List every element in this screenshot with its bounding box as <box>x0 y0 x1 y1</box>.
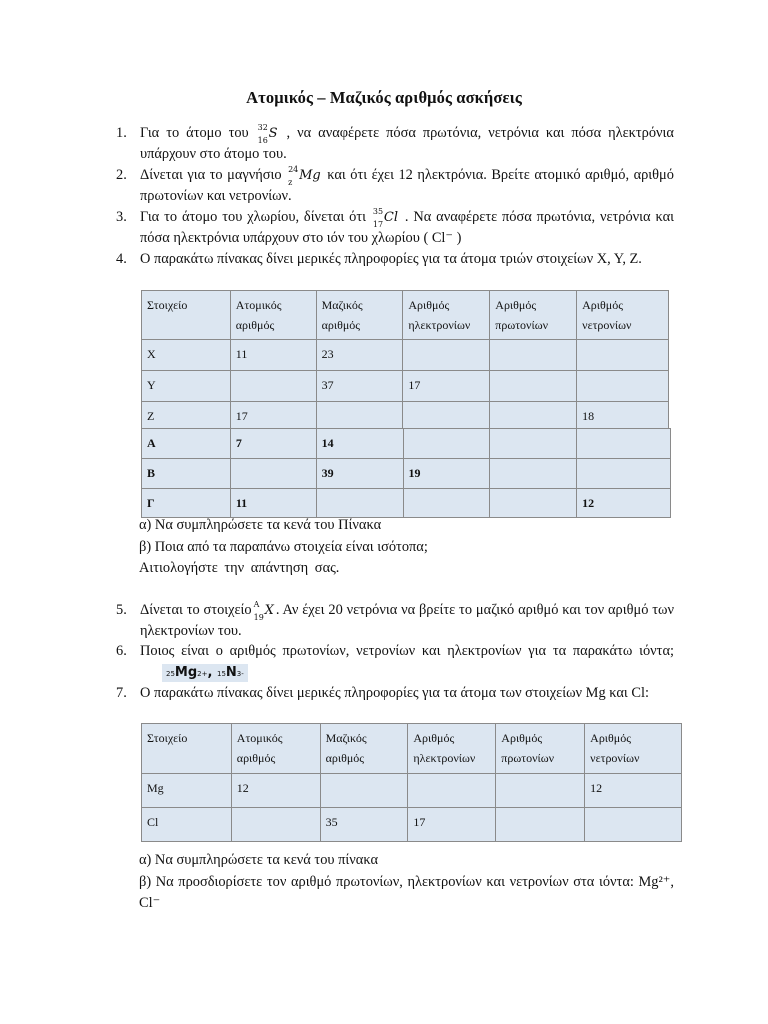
table-cell: 23 <box>316 340 403 371</box>
column-header: Αριθμός πρωτονίων <box>496 724 585 774</box>
table-header-row <box>142 291 669 340</box>
table-cell: 17 <box>408 808 496 842</box>
question-text: . Να αναφέρετε πόσα πρωτόνια, νετρόνια και πόσα ηλεκτρόνια υπάρχουν στο ιόν του χλωρίου ( Cl⁻ ) <box>140 209 674 247</box>
table-cell <box>577 429 671 459</box>
table-cell <box>490 371 577 402</box>
elements-table-3 <box>141 723 682 842</box>
question-7 <box>118 683 674 704</box>
table-cell: 11 <box>230 340 316 371</box>
table-cell <box>577 371 669 402</box>
question-4 <box>118 249 674 270</box>
question-text: Για το άτομο του <box>140 125 249 141</box>
table-cell <box>577 459 671 489</box>
table-cell <box>230 459 316 489</box>
question-number: 3. <box>116 209 127 225</box>
column-header: Αριθμός ηλεκτρονίων <box>403 291 490 340</box>
table-row <box>142 489 671 518</box>
question-text: . Αν έχει 20 νετρόνια να βρείτε το μαζικό αριθμό και τον αριθμό των ηλεκτρονίων του. <box>140 602 674 640</box>
table-cell: 7 <box>230 429 316 459</box>
question-number: 4. <box>116 251 127 267</box>
table-cell <box>490 489 577 518</box>
table-cell: 18 <box>577 402 669 433</box>
table-cell: 19 <box>403 459 490 489</box>
column-header: Αριθμός πρωτονίων <box>490 291 577 340</box>
isotope-notation: A 19 X <box>253 600 274 623</box>
question-text: β) Να προσδιορίσετε τον αριθμό πρωτονίων, ηλεκτρονίων και νετρονίων στα ιόντα: Mg²⁺, Cl⁻ <box>139 874 674 911</box>
subquestion-a: α) Να συμπληρώσετε τα κενά του Πίνακα <box>139 517 382 533</box>
table-cell: Υ <box>142 371 231 402</box>
ion-formulas: 25Mg2+, 15N3- <box>162 664 248 682</box>
table-row <box>142 808 682 842</box>
column-header: Ατομικός αριθμός <box>230 291 316 340</box>
table-row <box>142 340 669 371</box>
question-text: Δίνεται το στοιχείο <box>140 602 252 618</box>
table-cell: Γ <box>142 489 231 518</box>
table-cell <box>490 459 577 489</box>
page-title: Ατομικός – Μαζικός αριθμός ασκήσεις <box>246 88 522 107</box>
isotope-notation: 35 17 Cl <box>372 207 399 230</box>
table-cell: Mg <box>142 774 232 808</box>
subquestion-b: β) Ποια από τα παραπάνω στοιχεία είναι ισότοπα; <box>139 539 428 555</box>
table-cell: 17 <box>230 402 316 433</box>
table-row <box>142 371 669 402</box>
table-cell <box>490 340 577 371</box>
question-text: Δίνεται για το μαγνήσιο <box>140 167 282 183</box>
table-cell <box>320 774 408 808</box>
table-cell <box>231 808 320 842</box>
table-cell <box>230 371 316 402</box>
table-row <box>142 774 682 808</box>
subquestion-a: α) Να συμπληρώσετε τα κενά του πίνακα <box>139 852 378 868</box>
table-cell: X <box>142 340 231 371</box>
elements-table-1 <box>141 290 669 433</box>
table-cell <box>408 774 496 808</box>
column-header: Αριθμός νετρονίων <box>577 291 669 340</box>
table-cell <box>490 429 577 459</box>
question-3 <box>118 207 674 249</box>
column-header: Στοιχείο <box>142 291 231 340</box>
table-cell: Cl <box>142 808 232 842</box>
table-cell <box>496 774 585 808</box>
column-header: Αριθμός νετρονίων <box>585 724 682 774</box>
subquestion-b <box>139 872 674 914</box>
subquestion-c: Αιτιολογήστε την απάντηση σας. <box>139 560 340 576</box>
table-cell <box>403 429 490 459</box>
table-cell: 14 <box>316 429 403 459</box>
table-header-row <box>142 724 682 774</box>
column-header: Μαζικός αριθμός <box>320 724 408 774</box>
table-cell <box>403 340 490 371</box>
question-number: 5. <box>116 602 127 618</box>
elements-table-2 <box>141 428 671 518</box>
question-text: Για το άτομο του χλωρίου, δίνεται ότι <box>140 209 367 225</box>
table-cell: Ζ <box>142 402 231 433</box>
question-text: , να αναφέρετε πόσα πρωτόνια, νετρόνια και πόσα ηλεκτρόνια υπάρχουν στο άτομο του. <box>140 125 674 163</box>
question-6 <box>118 641 674 683</box>
question-text: Ποιος είναι ο αριθμός πρωτονίων, νετρονίων και ηλεκτρονίων για τα παρακάτω ιόντα; <box>140 643 674 659</box>
question-number: 1. <box>116 125 127 141</box>
isotope-notation: 32 16 S <box>257 123 278 146</box>
table-cell: 37 <box>316 371 403 402</box>
table-cell: 12 <box>585 774 682 808</box>
question-number: 2. <box>116 167 127 183</box>
table-cell <box>316 489 403 518</box>
question-number: 6. <box>116 643 127 659</box>
column-header: Ατομικός αριθμός <box>231 724 320 774</box>
isotope-notation: 24 z Mg <box>288 165 321 188</box>
table-cell: 17 <box>403 371 490 402</box>
question-2 <box>118 165 674 207</box>
table-row <box>142 459 671 489</box>
question-1 <box>118 123 674 165</box>
column-header: Αριθμός ηλεκτρονίων <box>408 724 496 774</box>
table-cell: B <box>142 459 231 489</box>
question-text: και ότι έχει 12 ηλεκτρόνια. Βρείτε ατομικό αριθμό, αριθμό πρωτονίων και νετρονίων. <box>140 167 674 205</box>
table-cell <box>403 489 490 518</box>
table-row <box>142 429 671 459</box>
table-cell: 12 <box>577 489 671 518</box>
table-cell: 11 <box>230 489 316 518</box>
table-cell <box>577 340 669 371</box>
column-header: Στοιχείο <box>142 724 232 774</box>
table-cell: A <box>142 429 231 459</box>
table-cell: 35 <box>320 808 408 842</box>
table-cell: 39 <box>316 459 403 489</box>
table-cell: 12 <box>231 774 320 808</box>
column-header: Μαζικός αριθμός <box>316 291 403 340</box>
table-cell <box>585 808 682 842</box>
question-text: Ο παρακάτω πίνακας δίνει μερικές πληροφορίες για τα άτομα τριών στοιχείων Χ, Υ, Ζ. <box>140 251 642 267</box>
table-cell <box>496 808 585 842</box>
question-text: Ο παρακάτω πίνακας δίνει μερικές πληροφορίες για τα άτομα των στοιχείων Mg και Cl: <box>140 685 649 701</box>
question-number: 7. <box>116 685 127 701</box>
question-5 <box>118 600 674 642</box>
